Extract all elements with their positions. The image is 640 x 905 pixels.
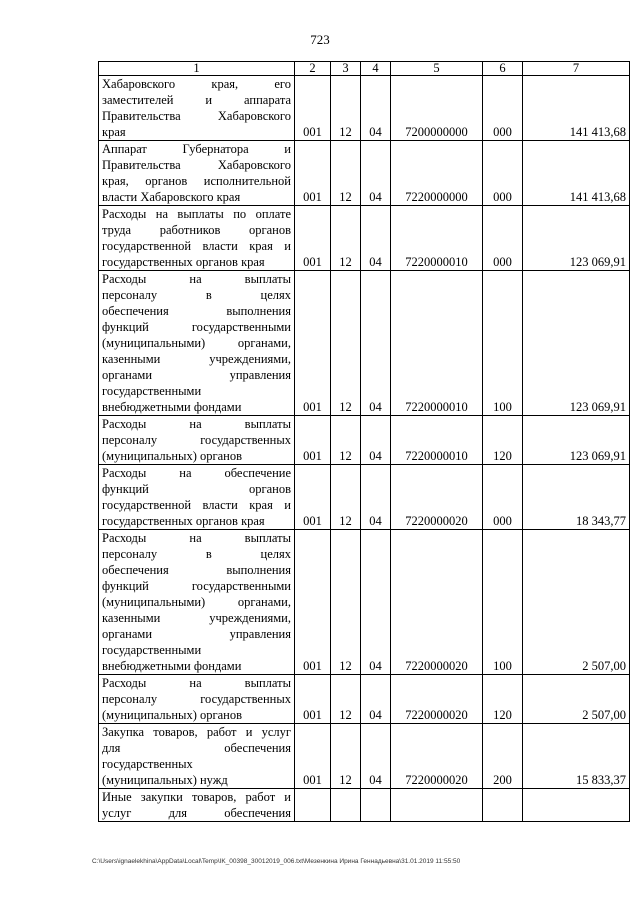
expense-type-cell bbox=[483, 789, 523, 822]
ministry-code-cell bbox=[295, 789, 331, 822]
expense-name-line: Правительства Хабаровского bbox=[102, 158, 291, 172]
ministry-code-cell: 001 bbox=[295, 76, 331, 141]
header-cell: 4 bbox=[361, 62, 391, 76]
expense-type-cell: 120 bbox=[483, 675, 523, 724]
amount-cell: 123 069,91 bbox=[523, 271, 630, 416]
ministry-code-cell: 001 bbox=[295, 530, 331, 675]
expense-name-line: государственных органов края bbox=[102, 255, 265, 269]
header-cell: 7 bbox=[523, 62, 630, 76]
amount-cell: 123 069,91 bbox=[523, 416, 630, 465]
header-cell: 1 bbox=[99, 62, 295, 76]
section-code-cell: 12 bbox=[331, 141, 361, 206]
expense-type-cell: 000 bbox=[483, 76, 523, 141]
subsection-code-cell: 04 bbox=[361, 271, 391, 416]
expense-name-line: государственными bbox=[102, 384, 202, 398]
target-article-cell: 7220000000 bbox=[391, 141, 483, 206]
subsection-code-cell: 04 bbox=[361, 465, 391, 530]
expense-name-cell bbox=[99, 271, 295, 416]
expense-name-line: власти Хабаровского края bbox=[102, 190, 241, 204]
expense-type-cell: 000 bbox=[483, 206, 523, 271]
header-cell: 6 bbox=[483, 62, 523, 76]
amount-cell: 141 413,68 bbox=[523, 76, 630, 141]
expense-name-line: края, органов исполнительной bbox=[102, 174, 291, 188]
amount-cell: 123 069,91 bbox=[523, 206, 630, 271]
expense-name-line: казенными учреждениями, bbox=[102, 611, 291, 625]
subsection-code-cell: 04 bbox=[361, 530, 391, 675]
amount-cell: 141 413,68 bbox=[523, 141, 630, 206]
target-article-cell: 7220000020 bbox=[391, 724, 483, 789]
footer-file-path: C:\Users\ignaelekhina\AppData\Local\Temp\IK_00398_30012019_006.txt\Мезенкина Ирина Геннадьевна\31.01.2019 11:55:50 bbox=[92, 858, 461, 865]
expense-name-line: органами управления bbox=[102, 627, 291, 641]
expense-name-line: Расходы на обеспечение bbox=[102, 466, 291, 480]
expense-name-line: заместителей и аппарата bbox=[102, 93, 291, 107]
subsection-code-cell bbox=[361, 789, 391, 822]
table-row bbox=[99, 206, 630, 271]
section-code-cell: 12 bbox=[331, 206, 361, 271]
expense-name-line: Расходы на выплаты bbox=[102, 272, 291, 286]
expense-name-cell bbox=[99, 416, 295, 465]
section-code-cell: 12 bbox=[331, 675, 361, 724]
expense-name-line: Расходы на выплаты bbox=[102, 676, 291, 690]
expense-name-cell bbox=[99, 724, 295, 789]
expense-name-line: государственными bbox=[102, 643, 202, 657]
expense-name-line: обеспечения выполнения bbox=[102, 304, 291, 318]
expense-type-cell: 100 bbox=[483, 271, 523, 416]
expense-name-line: Хабаровского края, его bbox=[102, 77, 291, 91]
table-row bbox=[99, 789, 630, 822]
ministry-code-cell: 001 bbox=[295, 271, 331, 416]
expense-name-line: персоналу в целях bbox=[102, 547, 291, 561]
table-row bbox=[99, 416, 630, 465]
expense-name-line: функций органов bbox=[102, 482, 291, 496]
expense-name-line: (муниципальными) органами, bbox=[102, 595, 291, 609]
amount-cell bbox=[523, 789, 630, 822]
subsection-code-cell: 04 bbox=[361, 416, 391, 465]
subsection-code-cell: 04 bbox=[361, 724, 391, 789]
expense-name-line: внебюджетными фондами bbox=[102, 400, 242, 414]
expense-name-line: Расходы на выплаты bbox=[102, 417, 291, 431]
expense-type-cell: 100 bbox=[483, 530, 523, 675]
expense-name-line: Закупка товаров, работ и услуг bbox=[102, 725, 291, 739]
ministry-code-cell: 001 bbox=[295, 141, 331, 206]
section-code-cell: 12 bbox=[331, 724, 361, 789]
table-row bbox=[99, 465, 630, 530]
section-code-cell: 12 bbox=[331, 530, 361, 675]
target-article-cell: 7220000020 bbox=[391, 465, 483, 530]
expense-name-line: Правительства Хабаровского bbox=[102, 109, 291, 123]
section-code-cell: 12 bbox=[331, 416, 361, 465]
budget-table bbox=[98, 61, 630, 822]
subsection-code-cell: 04 bbox=[361, 206, 391, 271]
expense-name-line: труда работников органов bbox=[102, 223, 291, 237]
expense-name-line: (муниципальными) органами, bbox=[102, 336, 291, 350]
expense-type-cell: 120 bbox=[483, 416, 523, 465]
section-code-cell bbox=[331, 789, 361, 822]
page-number: 723 bbox=[310, 32, 330, 47]
expense-name-line: для обеспечения bbox=[102, 741, 291, 755]
expense-name-line: Расходы на выплаты по оплате bbox=[102, 207, 291, 221]
expense-name-line: Иные закупки товаров, работ и bbox=[102, 790, 291, 804]
target-article-cell: 7220000010 bbox=[391, 271, 483, 416]
expense-name-line: внебюджетными фондами bbox=[102, 659, 242, 673]
subsection-code-cell: 04 bbox=[361, 675, 391, 724]
expense-name-line: края bbox=[102, 125, 126, 139]
table-row bbox=[99, 675, 630, 724]
expense-name-line: функций государственными bbox=[102, 579, 291, 593]
expense-name-line: (муниципальных) органов bbox=[102, 708, 243, 722]
table-row bbox=[99, 724, 630, 789]
target-article-cell bbox=[391, 789, 483, 822]
table-row bbox=[99, 530, 630, 675]
amount-cell: 2 507,00 bbox=[523, 675, 630, 724]
expense-name-line: функций государственными bbox=[102, 320, 291, 334]
expense-name-line: государственных bbox=[102, 757, 193, 771]
expense-name-line: персоналу в целях bbox=[102, 288, 291, 302]
expense-type-cell: 000 bbox=[483, 465, 523, 530]
table-row bbox=[99, 76, 630, 141]
expense-name-line: персоналу государственных bbox=[102, 433, 291, 447]
target-article-cell: 7220000010 bbox=[391, 416, 483, 465]
expense-name-cell bbox=[99, 789, 295, 822]
expense-name-line: Аппарат Губернатора и bbox=[102, 142, 291, 156]
expense-type-cell: 000 bbox=[483, 141, 523, 206]
expense-name-line: казенными учреждениями, bbox=[102, 352, 291, 366]
amount-cell: 2 507,00 bbox=[523, 530, 630, 675]
subsection-code-cell: 04 bbox=[361, 141, 391, 206]
target-article-cell: 7200000000 bbox=[391, 76, 483, 141]
subsection-code-cell: 04 bbox=[361, 76, 391, 141]
expense-name-line: услуг для обеспечения bbox=[102, 806, 291, 820]
expense-name-line: персоналу государственных bbox=[102, 692, 291, 706]
amount-cell: 15 833,37 bbox=[523, 724, 630, 789]
ministry-code-cell: 001 bbox=[295, 675, 331, 724]
table-row bbox=[99, 141, 630, 206]
ministry-code-cell: 001 bbox=[295, 465, 331, 530]
expense-type-cell: 200 bbox=[483, 724, 523, 789]
target-article-cell: 7220000020 bbox=[391, 675, 483, 724]
section-code-cell: 12 bbox=[331, 271, 361, 416]
header-cell: 5 bbox=[391, 62, 483, 76]
amount-cell: 18 343,77 bbox=[523, 465, 630, 530]
target-article-cell: 7220000010 bbox=[391, 206, 483, 271]
ministry-code-cell: 001 bbox=[295, 416, 331, 465]
expense-name-line: государственной власти края и bbox=[102, 239, 291, 253]
ministry-code-cell: 001 bbox=[295, 206, 331, 271]
expense-name-line: (муниципальных) органов bbox=[102, 449, 243, 463]
expense-name-cell bbox=[99, 76, 295, 141]
expense-name-cell bbox=[99, 530, 295, 675]
expense-name-line: обеспечения выполнения bbox=[102, 563, 291, 577]
header-row bbox=[99, 62, 630, 76]
expense-name-cell bbox=[99, 206, 295, 271]
expense-name-line: государственной власти края и bbox=[102, 498, 291, 512]
header-cell: 3 bbox=[331, 62, 361, 76]
expense-name-line: государственных органов края bbox=[102, 514, 265, 528]
section-code-cell: 12 bbox=[331, 76, 361, 141]
table-row bbox=[99, 271, 630, 416]
target-article-cell: 7220000020 bbox=[391, 530, 483, 675]
section-code-cell: 12 bbox=[331, 465, 361, 530]
expense-name-cell bbox=[99, 141, 295, 206]
expense-name-cell bbox=[99, 465, 295, 530]
expense-name-cell bbox=[99, 675, 295, 724]
expense-name-line: Расходы на выплаты bbox=[102, 531, 291, 545]
header-cell: 2 bbox=[295, 62, 331, 76]
expense-name-line: органами управления bbox=[102, 368, 291, 382]
ministry-code-cell: 001 bbox=[295, 724, 331, 789]
expense-name-line: (муниципальных) нужд bbox=[102, 773, 228, 787]
